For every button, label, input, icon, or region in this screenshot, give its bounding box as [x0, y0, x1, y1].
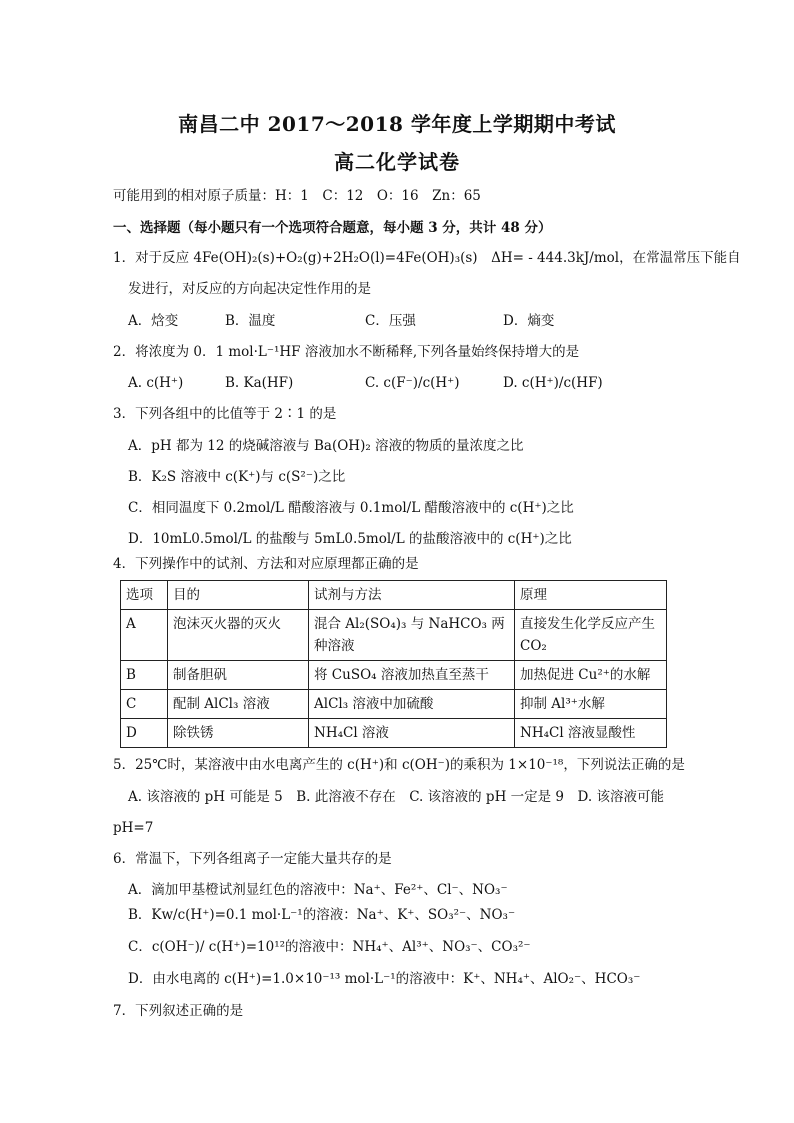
q1-option-c: C．压强	[365, 313, 416, 329]
table-row	[121, 690, 667, 719]
q2-option-d: D. c(H⁺)/c(HF)	[503, 375, 603, 391]
exam-title: 南昌二中 2017～2018 学年度上学期期中考试	[178, 112, 616, 136]
q6-option-b: B．Kw/c(H⁺)=0.1 mol·L⁻¹的溶液：Na⁺、K⁺、SO₃²⁻、NO₃⁻	[128, 907, 516, 923]
exam-subtitle: 高二化学试卷	[334, 150, 460, 174]
q3-option-a: A．pH 都为 12 的烧碱溶液与 Ba(OH)₂ 溶液的物质的量浓度之比	[128, 438, 524, 454]
table-cell: 除铁锈	[168, 719, 309, 748]
q3-stem: 3．下列各组中的比值等于 2∶1 的是	[113, 406, 337, 422]
table-row	[121, 661, 667, 690]
table-cell: A	[121, 610, 168, 661]
table-cell: 加热促进 Cu²⁺的水解	[515, 661, 667, 690]
table-cell: 抑制 Al³⁺水解	[515, 690, 667, 719]
q2-stem: 2．将浓度为 0．1 mol·L⁻¹HF 溶液加水不断稀释,下列各量始终保持增大的是	[113, 344, 580, 360]
q1-option-d: D．熵变	[503, 313, 555, 329]
table-cell: 泡沫灭火器的灭火	[168, 610, 309, 661]
q7-stem: 7．下列叙述正确的是	[113, 1003, 244, 1019]
table-header-row	[121, 581, 667, 610]
q1-stem-line2: 发进行，对反应的方向起决定性作用的是	[128, 281, 371, 297]
q6-option-a: A．滴加甲基橙试剂显红色的溶液中：Na⁺、Fe²⁺、Cl⁻、NO₃⁻	[128, 882, 508, 898]
table-header-cell: 试剂与方法	[309, 581, 515, 610]
q3-option-d: D．10mL0.5mol/L 的盐酸与 5mL0.5mol/L 的盐酸溶液中的 c(H⁺)之比	[128, 531, 572, 547]
table-cell: D	[121, 719, 168, 748]
table-cell: NH₄Cl 溶液显酸性	[515, 719, 667, 748]
table-cell: C	[121, 690, 168, 719]
table-cell: 制备胆矾	[168, 661, 309, 690]
table-cell: 将 CuSO₄ 溶液加热直至蒸干	[309, 661, 515, 690]
atomic-masses-note: 可能用到的相对原子质量：H：1 C：12 O：16 Zn：65	[113, 188, 481, 204]
table-row	[121, 719, 667, 748]
table-cell: 配制 AlCl₃ 溶液	[168, 690, 309, 719]
q2-option-b: B. Ka(HF)	[225, 375, 294, 391]
table-cell: B	[121, 661, 168, 690]
table-row	[121, 610, 667, 661]
table-cell: AlCl₃ 溶液中加硫酸	[309, 690, 515, 719]
q1-stem-line1: 1．对于反应 4Fe(OH)₂(s)+O₂(g)+2H₂O(l)=4Fe(OH)₃(s) ΔH= - 444.3kJ/mol，在常温常压下能自	[113, 250, 741, 266]
table-header-cell: 原理	[515, 581, 667, 610]
q3-option-b: B．K₂S 溶液中 c(K⁺)与 c(S²⁻)之比	[128, 469, 346, 485]
table-cell: 混合 Al₂(SO₄)₃ 与 NaHCO₃ 两种溶液	[309, 610, 515, 661]
q4-table	[120, 580, 667, 748]
q5-stem: 5．25℃时，某溶液中由水电离产生的 c(H⁺)和 c(OH⁻)的乘积为 1×10⁻¹⁸，下列说法正确的是	[113, 757, 685, 773]
section-heading: 一、选择题（每小题只有一个选项符合题意，每小题 3 分，共计 48 分）	[113, 220, 552, 236]
q4-stem: 4．下列操作中的试剂、方法和对应原理都正确的是	[113, 556, 419, 572]
table-header-cell: 选项	[121, 581, 168, 610]
q2-option-a: A. c(H⁺)	[128, 375, 184, 391]
q6-stem: 6．常温下，下列各组离子一定能大量共存的是	[113, 851, 392, 867]
q6-option-d: D．由水电离的 c(H⁺)=1.0×10⁻¹³ mol·L⁻¹的溶液中：K⁺、NH₄⁺、AlO₂⁻、HCO₃⁻	[128, 971, 641, 987]
table-cell: 直接发生化学反应产生 CO₂	[515, 610, 667, 661]
q1-option-b: B．温度	[225, 313, 276, 329]
table-cell: NH₄Cl 溶液	[309, 719, 515, 748]
q5-options-continued: pH=7	[113, 820, 154, 836]
q5-options: A. 该溶液的 pH 可能是 5 B. 此溶液不存在 C. 该溶液的 pH 一定是 9 D. 该溶液可能	[128, 789, 664, 805]
table-header-cell: 目的	[168, 581, 309, 610]
q3-option-c: C．相同温度下 0.2mol/L 醋酸溶液与 0.1mol/L 醋酸溶液中的 c(H⁺)之比	[128, 500, 574, 516]
q1-option-a: A．焓变	[128, 313, 179, 329]
q6-option-c: C．c(OH⁻)/ c(H⁺)=10¹²的溶液中：NH₄⁺、Al³⁺、NO₃⁻、CO₃²⁻	[128, 939, 531, 955]
q2-option-c: C. c(F⁻)/c(H⁺)	[365, 375, 460, 391]
